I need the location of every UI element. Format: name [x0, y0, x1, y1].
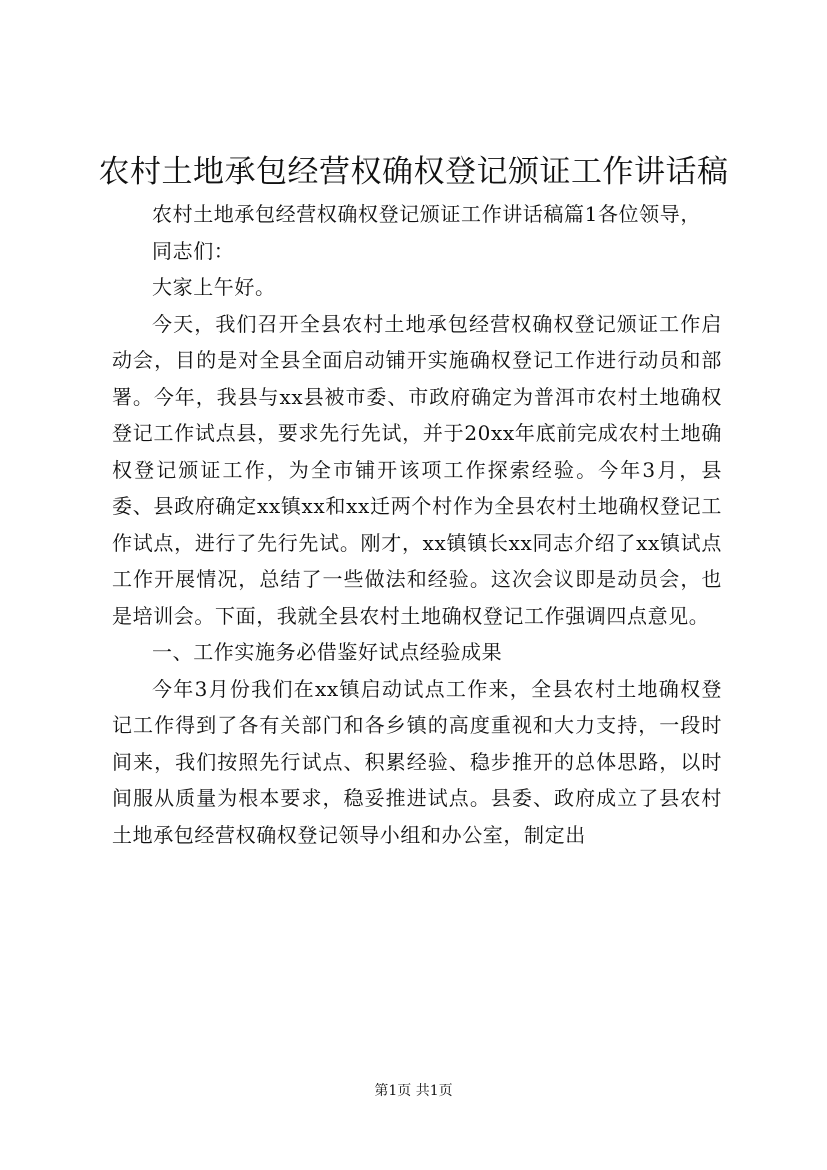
section-heading-1: 一、工作实施务必借鉴好试点经验成果	[152, 640, 503, 664]
page-footer: 第1页 共1页	[374, 1083, 453, 1099]
paragraph-introduction: 今天，我们召开全县农村土地承包经营权确权登记颁证工作启动会，目的是对全县全面启动铺开实施确权登记工作进行动员和部署。今年，我县与xx县被市委、市政府确定为普洱市农村土地确权登记工作试点县，要求先行先试，并于20xx年底前完成农村土地确权登记颁证工作，为全市铺开该项工作探索经验。今年3月，县委、县政府确定xx镇xx和xx迁两个村作为全县农村土地确权登记工作试点，进行了先行先试。刚才，xx镇镇长xx同志介绍了xx镇试点工作开展情况，总结了一些做法和经验。这次会议即是动员会，也是培训会。下面，我就全县农村土地确权登记工作强调四点意见。	[112, 311, 722, 628]
document-title: 农村土地承包经营权确权登记颁证工作讲话稿	[98, 154, 729, 190]
paragraph-greeting: 农村土地承包经营权确权登记颁证工作讲话稿篇1各位领导，	[152, 202, 701, 226]
paragraph-section-1: 今年3月份我们在xx镇启动试点工作来，全县农村土地确权登记工作得到了各有关部门和各乡镇的高度重视和大力支持，一段时间来，我们按照先行试点、积累经验、稳步推开的总体思路，以时间服从质量为根本要求，稳妥推进试点。县委、政府成立了县农村土地承包经营权确权登记领导小组和办公室，制定出	[112, 676, 722, 847]
paragraph-good-morning: 大家上午好。	[152, 275, 276, 299]
paragraph-salutation: 同志们：	[152, 238, 235, 263]
document-body	[112, 196, 722, 853]
